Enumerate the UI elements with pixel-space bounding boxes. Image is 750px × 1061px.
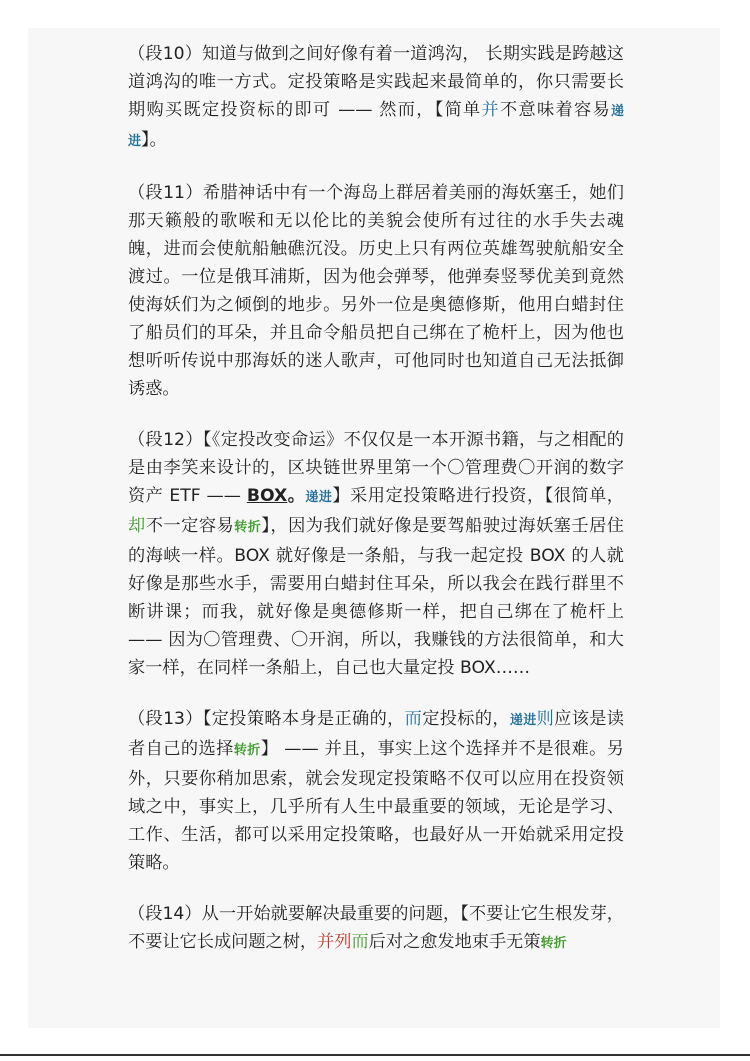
- p13-tag-progressive: 递进: [509, 713, 537, 728]
- p14-keyword-parallel: 并列: [317, 932, 352, 952]
- p12-text-5: 】，因为我们就好像是要驾船驶过海妖塞壬居住的海峡一样。BOX 就好像是一条船，与我一起定投 BOX 的人就好像是那些水手，需要用白蜡封住耳朵，所以我会在践行群里不断讲课；而我，就好像是奥德修斯一样，把自己绑在了桅杆上 —— 因为〇管理费、〇开润，所以，我赚钱的方法很简单，和大家一样，在同样一条船上，自己也大量定投 BOX……: [128, 516, 624, 678]
- p12-text-4: 不一定容易: [145, 516, 235, 536]
- p13-text-2: 定投标的，: [422, 709, 510, 729]
- p12-keyword: 却: [128, 516, 146, 536]
- paragraph-10: [128, 40, 624, 156]
- article-content: [128, 40, 624, 981]
- p12-text-2: 。: [287, 486, 306, 506]
- paragraph-11: [128, 179, 624, 403]
- p10-text: （段10）知道与做到之间好像有着一道鸿沟， 长期实践是跨越这道鸿沟的唯一方式。定投策略是实践起来最简单的，你只需要长期购买既定投资标的即可 —— 然而，【简单: [128, 44, 624, 120]
- paragraph-14: [128, 900, 624, 958]
- p13-keyword-1: 而: [404, 709, 423, 729]
- p12-text-3: 】采用定投策略进行投资，【很简单，: [332, 486, 624, 506]
- p12-tag-turning: 转折: [234, 520, 262, 535]
- p14-tag-turning: 转折: [540, 936, 567, 951]
- p10-tag-progressive: 递进: [128, 104, 624, 149]
- p13-tag-turning: 转折: [233, 743, 261, 758]
- paragraph-12: [128, 426, 624, 682]
- p14-keyword-2: 而: [351, 932, 369, 952]
- p13-text-3: 应该是读者自己的选择: [128, 709, 624, 759]
- p12-tag-progressive: 递进: [305, 490, 333, 505]
- paragraph-13: [128, 705, 624, 877]
- p11-text: （段11）希腊神话中有一个海岛上群居着美丽的海妖塞壬，她们那天籁般的歌喉和无以伦比的美貌会使所有过往的水手失去魂魄，进而会使航船触礁沉没。历史上只有两位英雄驾驶航船安全渡过。一位是俄耳浦斯，因为他会弹琴，他弹奏竖琴优美到竟然使海妖们为之倾倒的地步。另外一位是奥德修斯，他用白蜡封住了船员们的耳朵，并且命令船员把自己绑在了桅杆上，因为他也想听听传说中那海妖的迷人歌声，可他同时也知道自己无法抵御诱惑。: [128, 183, 624, 399]
- p14-text-2: 后对之愈发地束手无策: [368, 932, 541, 952]
- p14-text: （段14）从一开始就要解决最重要的问题，【不要让它生根发芽，不要让它长成问题之树，: [128, 904, 624, 952]
- p10-text-3: 】。: [141, 130, 167, 150]
- p10-keyword: 并: [481, 100, 501, 120]
- p13-text: （段13）【定投策略本身是正确的，: [128, 709, 405, 729]
- p12-text: （段12）【《定投改变命运》不仅仅是一本开源书籍，与之相配的是由李笑来设计的，区块链世界里第一个〇管理费〇开润的数字资产 ETF ——: [128, 430, 624, 506]
- p13-text-4: 】 —— 并且，事实上这个选择并不是很难。另外，只要你稍加思索，就会发现定投策略不仅可以应用在投资领域之中，事实上，几乎所有人生中最重要的领域，无论是学习、工作、生活，都可以采用定投策略，也最好从一开始就采用定投策略。: [128, 739, 624, 873]
- p12-box-link[interactable]: BOX: [246, 486, 288, 506]
- bottom-divider: [0, 1054, 750, 1056]
- p10-text-2: 不意味着容易: [500, 100, 611, 120]
- p13-keyword-2: 则: [536, 709, 555, 729]
